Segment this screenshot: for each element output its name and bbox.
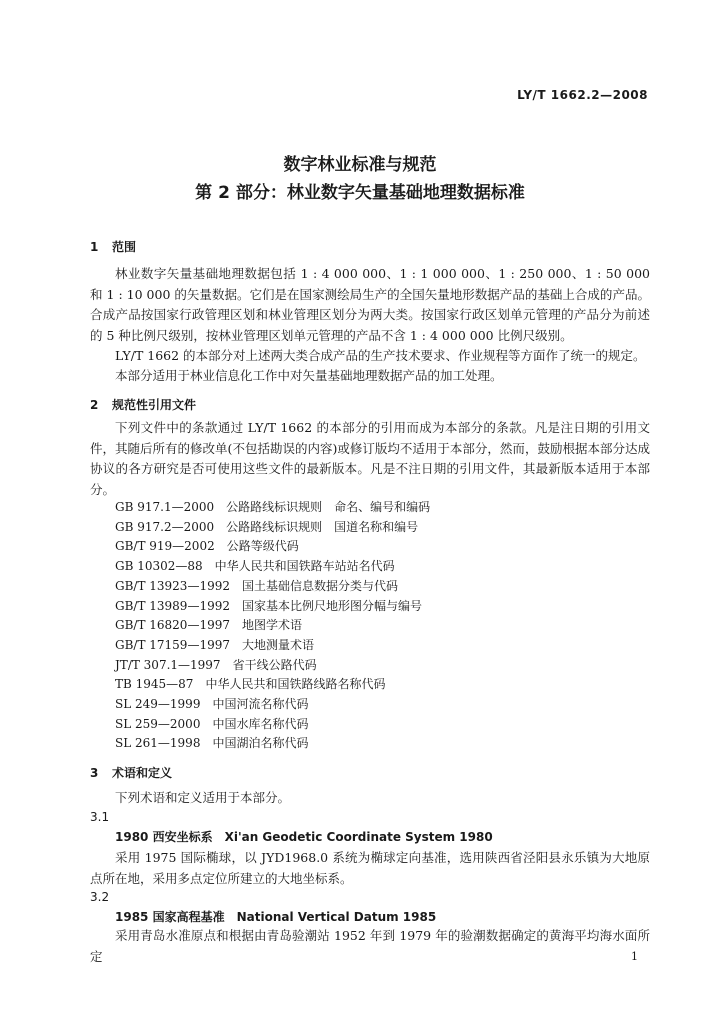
section-1-paragraph-3: 本部分适用于林业信息化工作中对矢量基础地理数据产品的加工处理。 bbox=[115, 368, 503, 383]
section-title: 术语和定义 bbox=[112, 766, 173, 780]
reference-code: GB 10302—88 bbox=[115, 559, 203, 574]
reference-title: 中华人民共和国铁路线路名称代码 bbox=[205, 677, 386, 692]
normative-references-list bbox=[115, 498, 430, 754]
document-subtitle: 第 2 部分：林业数字矢量基础地理数据标准 bbox=[195, 183, 525, 203]
term-chinese: 1980 西安坐标系 bbox=[115, 830, 213, 844]
reference-item bbox=[115, 577, 430, 597]
section-title: 规范性引用文件 bbox=[112, 398, 197, 412]
reference-title: 国土基础信息数据分类与代码 bbox=[241, 578, 398, 593]
reference-title: 地图学术语 bbox=[241, 618, 302, 633]
reference-title: 大地测量术语 bbox=[241, 637, 314, 652]
reference-code: GB 917.1—2000 bbox=[115, 500, 215, 514]
reference-title: 省干线公路代码 bbox=[232, 657, 317, 672]
section-2-paragraph-1: 下列文件中的条款通过 LY/T 1662 的本部分的引用而成为本部分的条款。凡是注日期的引用文件，其随后所有的修改单(不包括勘误的内容)或修订版均不适用于本部分，然而，鼓励根据本部分达成协议的各方研究是否可使用这些文件的最新版本。凡是不注日期的引用文件，其最新版本适用于本部分。 bbox=[90, 420, 650, 497]
term-chinese: 1985 国家高程基准 bbox=[115, 910, 225, 924]
term-3-2-heading bbox=[115, 908, 436, 925]
reference-title: 公路路线标识规则 国道名称和编号 bbox=[226, 519, 419, 534]
term-3-2-definition: 采用青岛水准原点和根据由青岛验潮站 1952 年到 1979 年的验潮数据确定的黄海平均海水面所定 bbox=[90, 928, 650, 964]
reference-code: TB 1945—87 bbox=[115, 677, 194, 692]
section-number: 1 bbox=[90, 240, 99, 254]
reference-item bbox=[115, 616, 430, 636]
document-title: 数字林业标准与规范 bbox=[283, 155, 437, 175]
section-number: 3 bbox=[90, 766, 99, 780]
reference-item bbox=[115, 597, 430, 617]
reference-code: GB/T 16820—1997 bbox=[115, 618, 230, 633]
term-3-2-number: 3.2 bbox=[90, 890, 110, 904]
section-3-paragraph-1: 下列术语和定义适用于本部分。 bbox=[115, 790, 291, 805]
section-1-paragraph-1: 林业数字矢量基础地理数据包括 1 : 4 000 000、1 : 1 000 000、1 : 250 000、1 : 50 000 和 1 : 10 000 的矢量数据。它们是在国家测绘局生产的全国矢量地形数据产品的基础上合成的产品。合成产品按国家行政管理区划和林业管理区划分为两大类。按国家行政区划单元管理的产品分为前述的 5 种比例尺级别，按林业管理区划单元管理的产品不含 1 : 4 000 000 比例尺级别。 bbox=[90, 266, 650, 343]
section-title: 范围 bbox=[112, 240, 137, 254]
page-number: 1 bbox=[631, 950, 638, 963]
reference-item bbox=[115, 518, 430, 538]
section-3-heading bbox=[90, 764, 172, 781]
reference-title: 公路路线标识规则 命名、编号和编码 bbox=[226, 500, 431, 514]
reference-item bbox=[115, 675, 430, 695]
reference-item bbox=[115, 537, 430, 557]
standard-code: LY/T 1662.2—2008 bbox=[517, 88, 648, 102]
reference-item bbox=[115, 656, 430, 676]
reference-item bbox=[115, 636, 430, 656]
section-number: 2 bbox=[90, 398, 99, 412]
section-1-heading bbox=[90, 238, 136, 255]
reference-item bbox=[115, 498, 430, 518]
reference-item bbox=[115, 695, 430, 715]
reference-item bbox=[115, 734, 430, 754]
reference-item bbox=[115, 715, 430, 735]
term-3-1-heading bbox=[115, 828, 493, 845]
reference-code: JT/T 307.1—1997 bbox=[115, 657, 221, 672]
section-1-paragraph-2: LY/T 1662 的本部分对上述两大类合成产品的生产技术要求、作业规程等方面作了统一的规定。 bbox=[115, 348, 646, 363]
term-english: Xi'an Geodetic Coordinate System 1980 bbox=[224, 830, 493, 844]
section-2-heading bbox=[90, 396, 196, 413]
reference-code: GB/T 13923—1992 bbox=[115, 578, 230, 593]
reference-code: SL 261—1998 bbox=[115, 736, 201, 751]
term-english: National Vertical Datum 1985 bbox=[236, 910, 437, 924]
reference-title: 中国水库名称代码 bbox=[212, 716, 309, 731]
reference-code: SL 259—2000 bbox=[115, 716, 201, 731]
reference-title: 公路等级代码 bbox=[226, 539, 299, 554]
reference-code: GB/T 17159—1997 bbox=[115, 637, 230, 652]
reference-title: 中华人民共和国铁路车站站名代码 bbox=[214, 559, 395, 574]
reference-title: 中国湖泊名称代码 bbox=[212, 736, 309, 751]
reference-code: SL 249—1999 bbox=[115, 697, 201, 712]
term-3-1-number: 3.1 bbox=[90, 810, 110, 824]
reference-title: 中国河流名称代码 bbox=[212, 697, 309, 712]
reference-code: GB 917.2—2000 bbox=[115, 519, 215, 534]
reference-title: 国家基本比例尺地形图分幅与编号 bbox=[241, 598, 422, 613]
reference-code: GB/T 919—2002 bbox=[115, 539, 215, 554]
reference-code: GB/T 13989—1992 bbox=[115, 598, 230, 613]
term-3-1-definition: 采用 1975 国际椭球，以 JYD1968.0 系统为椭球定向基准，选用陕西省泾阳县永乐镇为大地原点所在地，采用多点定位所建立的大地坐标系。 bbox=[90, 850, 650, 886]
reference-item bbox=[115, 557, 430, 577]
